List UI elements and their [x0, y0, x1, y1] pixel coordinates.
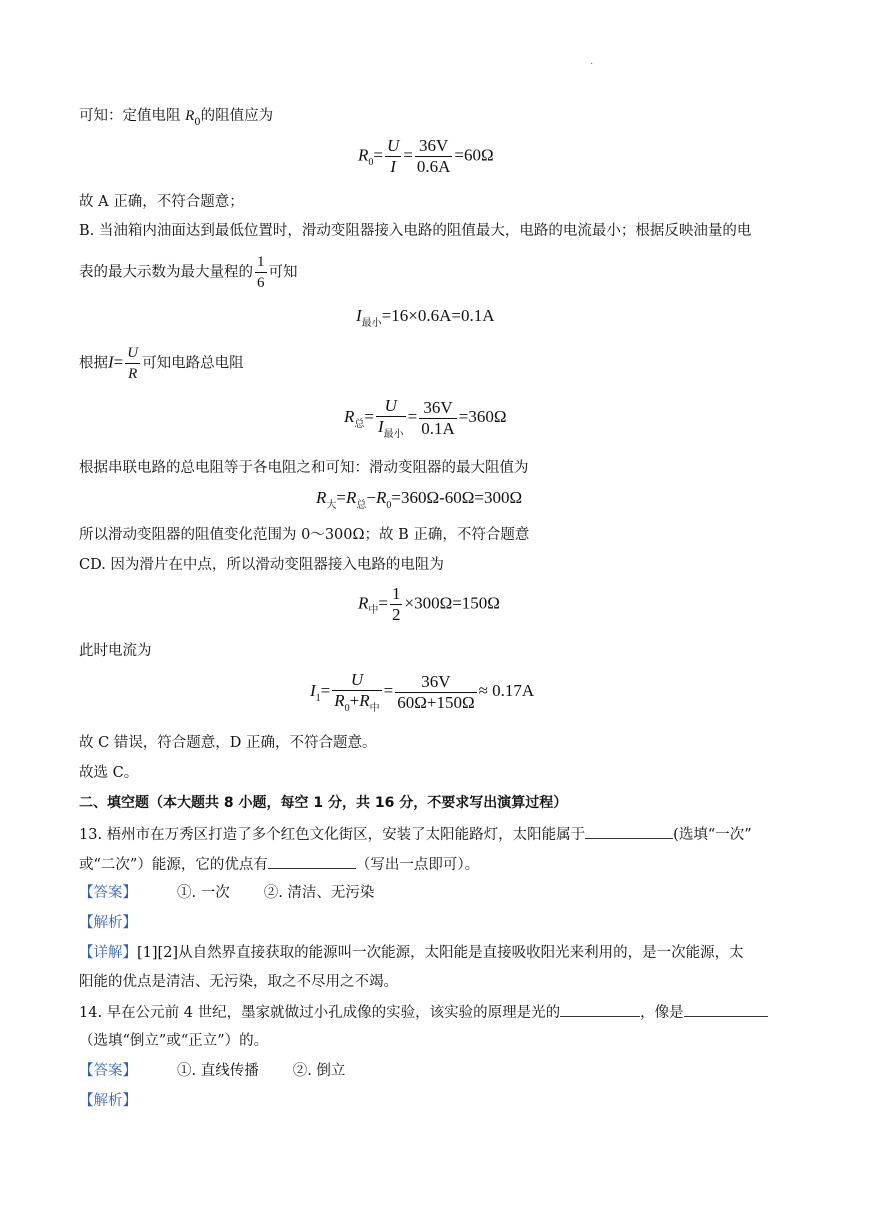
answer-label: 【答案】 [79, 885, 137, 901]
text-line-7: 所以滑动变阻器的阻值变化范围为 0～300Ω；故 B 正确，不符合题意 [79, 527, 530, 543]
text-line-11: 故选 C。 [79, 765, 139, 781]
q13-analysis-label: 【解析】 [79, 915, 137, 931]
q14-analysis-label: 【解析】 [79, 1093, 137, 1109]
equation-rmid: $R_中=$ $\frac{1}{2}$ ×300Ω=150Ω [358, 584, 500, 624]
equation-i1: $I_1=$ $\frac{U}{R_0+R_中}$ = $\frac{36V}{60\Omega+150\Omega}$ ≈ 0.17A [310, 670, 535, 714]
text-line-10: 故 C 错误，符合题意，D 正确，不符合题意。 [79, 735, 377, 751]
text-line-9: 此时电流为 [79, 643, 152, 659]
text-line-8: CD. 因为滑片在中点，所以滑动变阻器接入电路的电阻为 [79, 557, 444, 573]
text-line-5: 根据I= $\frac{U}{R}$ 可知电路总电阻 [79, 345, 244, 382]
q13-detail-1: 【详解】[1][2]从自然界直接获取的能源叫一次能源，太阳能是直接吸收阳光来利用的，是一次能源，太 [79, 945, 744, 961]
equation-r0: $R_0=$ $\frac{U}{I}$ = $\frac{36V}{0.6A}$ =60Ω [358, 136, 494, 176]
q14-line-1: 14. 早在公元前 4 世纪，墨家就做过小孔成像的实验，该实验的原理是光的 ，像是 [79, 1002, 768, 1023]
q13-detail-2: 阳能的优点是清洁、无污染，取之不尽用之不竭。 [79, 974, 398, 990]
q14-blank-1[interactable] [560, 1002, 640, 1017]
equation-imin: $I_{最小}=16\times 0.6A=0.1A$ [356, 306, 495, 329]
q13-line-1: 13. 梧州市在万秀区打造了多个红色文化街区，安装了太阳能路灯，太阳能属于 (选填“一次” [79, 824, 752, 845]
text-line-3: B. 当油箱内油面达到最低位置时，滑动变阻器接入电路的阻值最大，电路的电流最小；根据反映油量的电 [79, 223, 752, 239]
q13-answer: 【答案】 ①. 一次 ②. 清洁、无污染 [79, 885, 375, 901]
q14-line-2: （选填“倒立”或“正立”）的。 [79, 1033, 269, 1049]
q13-line-2: 或“二次”）能源，它的优点有 （写出一点即可）。 [79, 854, 479, 875]
header-dot: . [590, 56, 594, 67]
q13-blank-1[interactable] [585, 824, 673, 839]
text-line-4: 表的最大示数为最大量程的 $\frac{1}{6}$ 可知 [79, 254, 298, 291]
equation-rtotal: $R_总=$ $\frac{U}{I_{最小}}$ = $\frac{36V}{0.1A}$ =360Ω [344, 396, 507, 440]
section-heading: 二、填空题（本大题共 8 小题，每空 1 分，共 16 分，不要求写出演算过程） [79, 795, 568, 811]
q13-blank-2[interactable] [268, 854, 356, 869]
q14-answer: 【答案】 ①. 直线传播 ②. 倒立 [79, 1063, 346, 1079]
text-line-6: 根据串联电路的总电阻等于各电阻之和可知：滑动变阻器的最大阻值为 [79, 460, 529, 476]
text-line-1: 可知：定值电阻 $R_0$的阻值应为 [79, 108, 274, 128]
equation-rmax: $R_大=R_总-R_0=360\Omega-60\Omega=300\Omega$ [316, 488, 523, 511]
text-line-2: 故 A 正确，不符合题意； [79, 194, 244, 210]
q14-blank-2[interactable] [684, 1002, 768, 1017]
